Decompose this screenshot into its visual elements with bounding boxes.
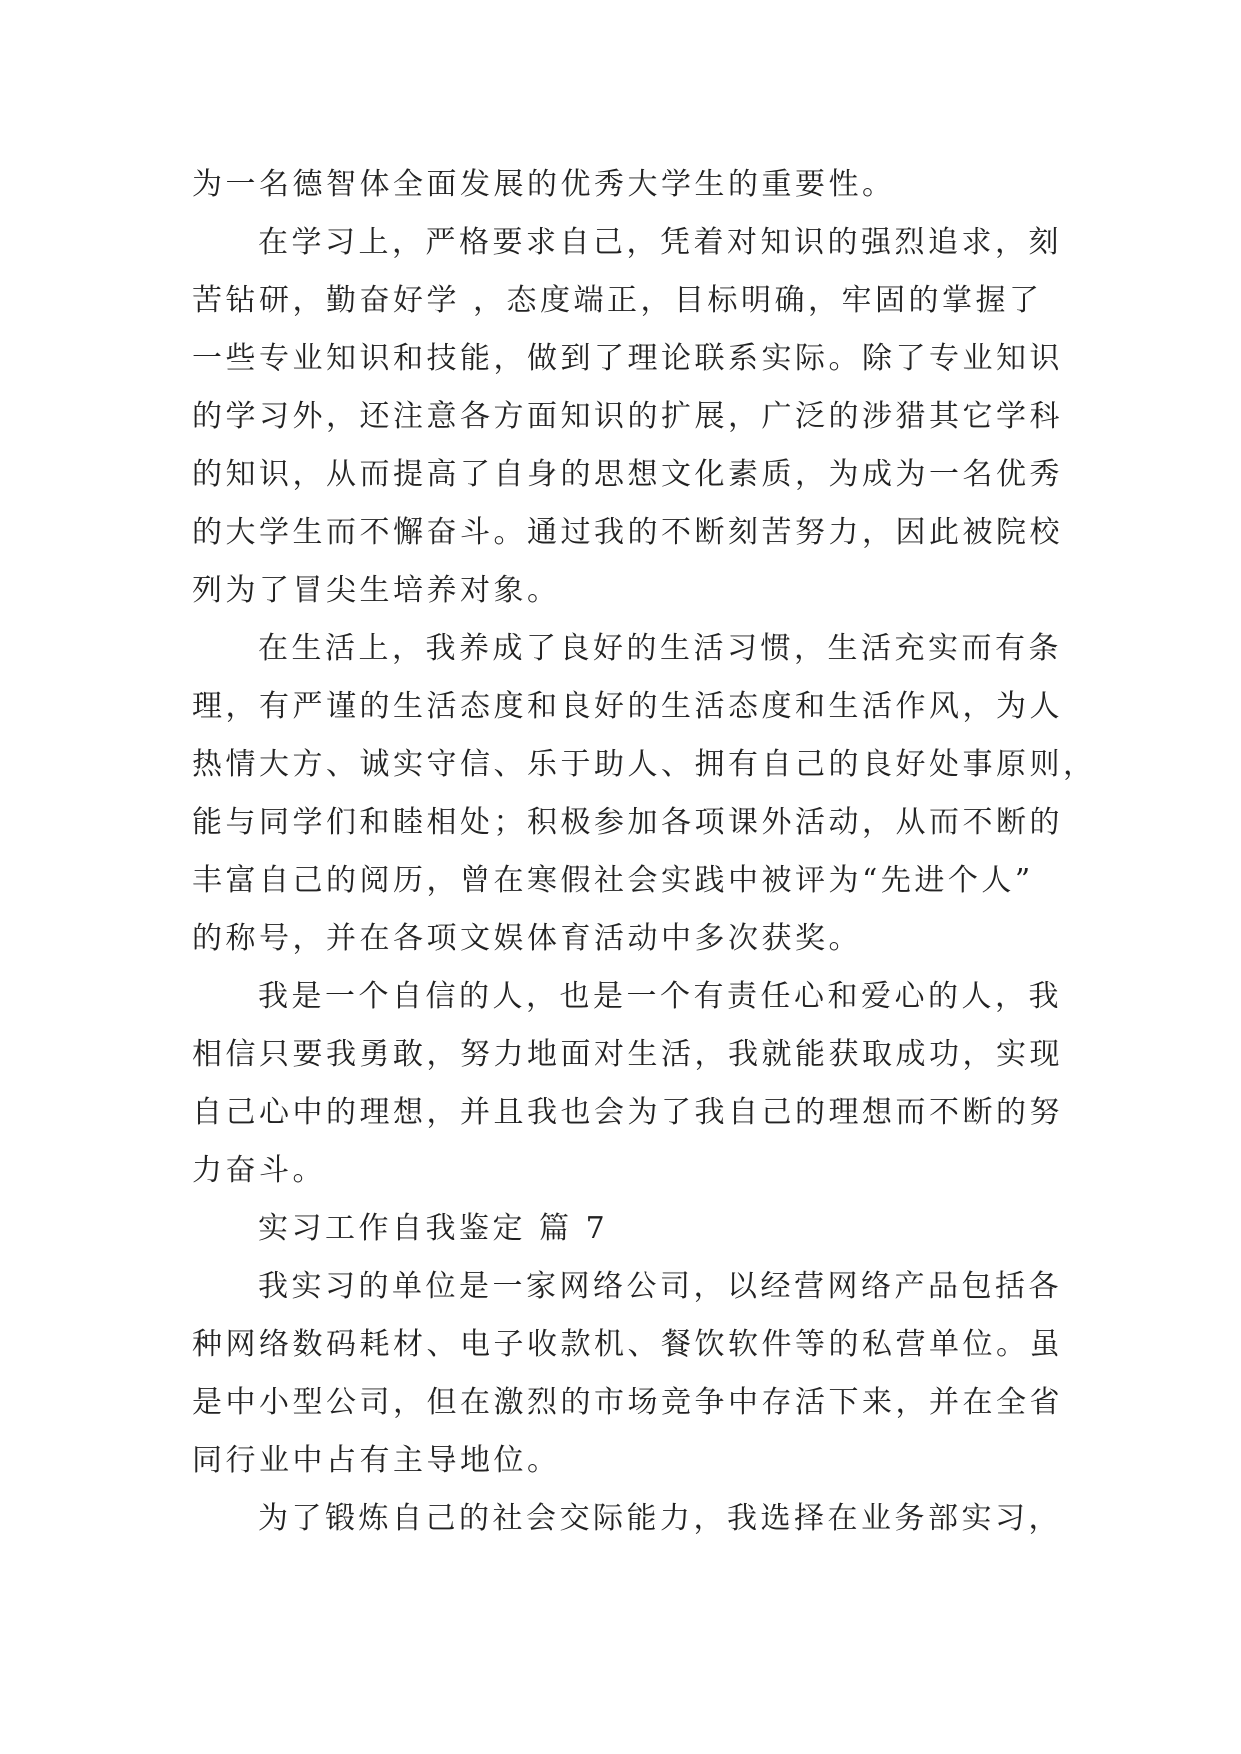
- text-line: 一些专业知识和技能，做到了理论联系实际。除了专业知识: [192, 341, 1063, 376]
- text-line: 种网络数码耗材、电子收款机、餐饮软件等的私营单位。虽: [192, 1327, 1063, 1362]
- text-line: 的称号，并在各项文娱体育活动中多次获奖。: [192, 921, 862, 956]
- text-line: 丰富自己的阅历，曾在寒假社会实践中被评为“先进个人”: [192, 863, 1034, 898]
- text-line: 的学习外，还注意各方面知识的扩展，广泛的涉猎其它学科: [192, 399, 1063, 434]
- text-line: 的知识，从而提高了自身的思想文化素质，为成为一名优秀: [192, 457, 1063, 492]
- text-line: 力奋斗。: [192, 1153, 326, 1188]
- document-body: [192, 156, 1097, 1548]
- text-line: 理，有严谨的生活态度和良好的生活态度和生活作风，为人: [192, 689, 1063, 724]
- text-line: 列为了冒尖生培养对象。: [192, 573, 561, 608]
- text-line: 实习工作自我鉴定 篇 7: [258, 1211, 609, 1246]
- text-line: 在学习上，严格要求自己，凭着对知识的强烈追求，刻: [258, 225, 1062, 260]
- text-line: 自己心中的理想，并且我也会为了我自己的理想而不断的努: [192, 1095, 1063, 1130]
- text-line: 热情大方、诚实守信、乐于助人、拥有自己的良好处事原则，: [192, 747, 1097, 782]
- text-line: 在生活上，我养成了良好的生活习惯，生活充实而有条: [258, 631, 1062, 666]
- text-line: 的大学生而不懈奋斗。通过我的不断刻苦努力，因此被院校: [192, 515, 1063, 550]
- text-line: 我是一个自信的人，也是一个有责任心和爱心的人，我: [258, 979, 1062, 1014]
- text-line: 为了锻炼自己的社会交际能力，我选择在业务部实习，: [258, 1501, 1062, 1536]
- text-line: 能与同学们和睦相处；积极参加各项课外活动，从而不断的: [192, 805, 1063, 840]
- text-line: 是中小型公司，但在激烈的市场竞争中存活下来，并在全省: [192, 1385, 1063, 1420]
- text-line: 为一名德智体全面发展的优秀大学生的重要性。: [192, 167, 896, 202]
- text-line: 苦钻研，勤奋好学 ，态度端正，目标明确，牢固的掌握了: [192, 283, 1043, 318]
- text-line: 相信只要我勇敢，努力地面对生活，我就能获取成功，实现: [192, 1037, 1063, 1072]
- text-line: 同行业中占有主导地位。: [192, 1443, 561, 1478]
- text-line: 我实习的单位是一家网络公司，以经营网络产品包括各: [258, 1269, 1062, 1304]
